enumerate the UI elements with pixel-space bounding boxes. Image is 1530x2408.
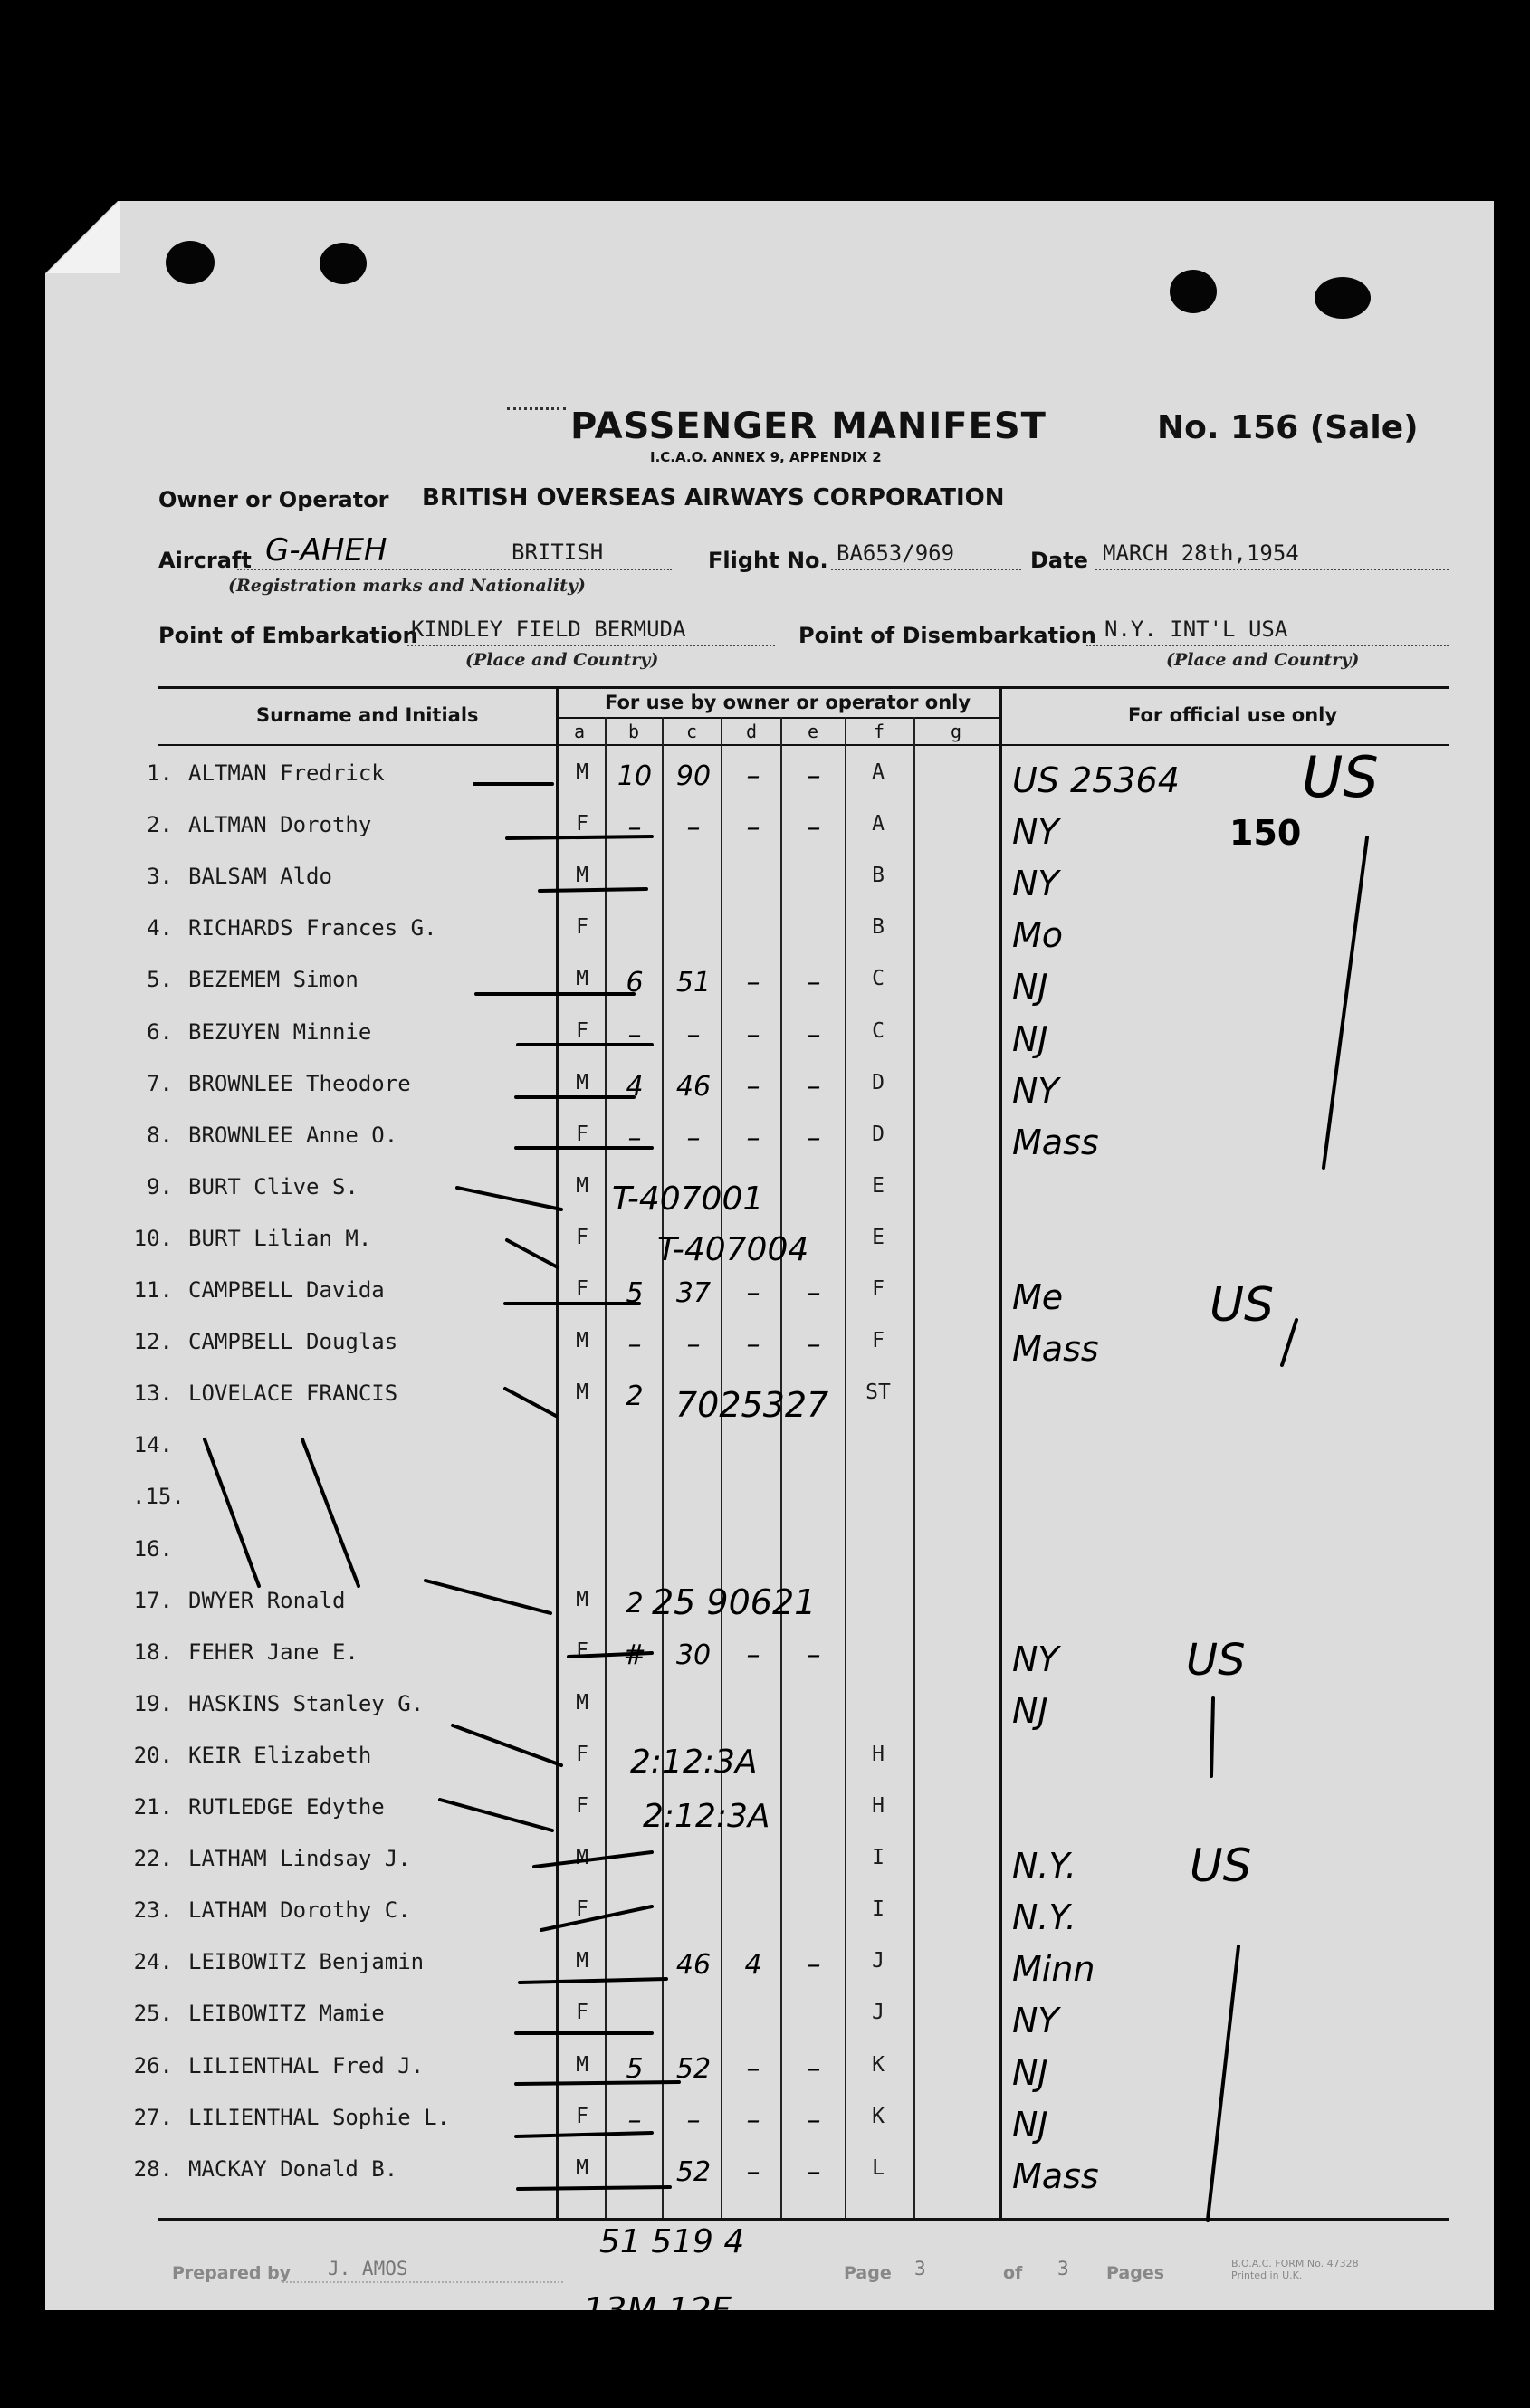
cell-f: L	[872, 2155, 885, 2180]
cell-e: –	[807, 1639, 821, 1671]
prepared-value: J. AMOS	[328, 2258, 408, 2279]
cell-d: –	[746, 1070, 760, 1103]
official-entry: NY	[1012, 812, 1059, 853]
row-number: 27.	[133, 2104, 173, 2130]
col-header-g: g	[951, 721, 962, 742]
aircraft-label: Aircraft	[158, 548, 252, 573]
cell-a: M	[576, 1846, 588, 1870]
cell-a: M	[576, 1070, 588, 1094]
of-label: of	[1003, 2263, 1023, 2283]
official-entry: N.Y.	[1012, 1897, 1076, 1938]
passenger-name: CAMPBELL Douglas	[188, 1329, 398, 1355]
cell-f: H	[872, 1794, 885, 1818]
cell-f: I	[872, 1846, 885, 1870]
cell-b: 10	[617, 760, 653, 792]
cell-d: –	[746, 2155, 760, 2188]
col-header-b: b	[628, 721, 640, 742]
cell-e: –	[807, 1018, 821, 1051]
handwritten-row13-note: 7025327	[675, 1385, 829, 1425]
cell-f: K	[872, 2104, 885, 2128]
cell-f: H	[872, 1742, 885, 1766]
official-entry: Mass	[1012, 2155, 1099, 2196]
cell-f: C	[872, 967, 885, 991]
cell-b: –	[627, 812, 642, 845]
passenger-name: BALSAM Aldo	[188, 864, 332, 890]
cell-a: F	[576, 1225, 588, 1249]
cell-b: 4	[626, 1070, 644, 1103]
cell-b: 6	[626, 967, 644, 999]
official-entry: Mass	[1012, 1329, 1099, 1370]
page-label: Page	[844, 2263, 892, 2283]
bracket-line-3	[1211, 1698, 1213, 1776]
cell-a: M	[576, 760, 588, 784]
official-entry: NJ	[1012, 967, 1048, 1008]
cell-f: A	[872, 812, 885, 836]
official-entry: NJ	[1012, 2104, 1048, 2145]
cell-a: F	[576, 915, 588, 940]
cell-e: –	[807, 1949, 821, 1982]
passenger-name: BURT Clive S.	[188, 1173, 359, 1199]
passenger-name: FEHER Jane E.	[188, 1639, 359, 1665]
cell-b: 5	[626, 1277, 644, 1309]
disembark-value: N.Y. INT'L USA	[1104, 616, 1288, 642]
cell-a: F	[576, 1122, 588, 1146]
strike-row22	[534, 1852, 652, 1867]
strike-row18	[569, 1653, 652, 1657]
cell-f: K	[872, 2052, 885, 2077]
cell-a: F	[576, 812, 588, 836]
row-number: 8.	[147, 1122, 173, 1148]
cell-a: M	[576, 1381, 588, 1405]
disembark-note: (Place and Country)	[1166, 650, 1360, 670]
cell-f: E	[872, 1225, 885, 1249]
owner-value: BRITISH OVERSEAS AIRWAYS CORPORATION	[422, 484, 1005, 511]
col-header-f: f	[874, 721, 885, 742]
passenger-name: LEIBOWITZ Benjamin	[188, 1949, 425, 1975]
row-number: 7.	[147, 1070, 173, 1096]
handwritten-us-11: US	[1210, 1278, 1275, 1333]
row-number: 23.	[133, 1897, 173, 1924]
cell-a: M	[576, 1587, 588, 1611]
cell-e: –	[807, 2052, 821, 2085]
embark-label: Point of Embarkation	[158, 623, 418, 648]
official-entry: Me	[1012, 1277, 1064, 1317]
passenger-name: BEZUYEN Minnie	[188, 1018, 372, 1045]
cell-f: B	[872, 864, 885, 888]
cell-b: 2	[626, 1381, 644, 1413]
date-value: MARCH 28th,1954	[1103, 540, 1299, 566]
arrow-row20	[453, 1725, 561, 1765]
row-number: 3.	[147, 864, 173, 890]
row-number: 21.	[133, 1794, 173, 1820]
arrow-row13	[505, 1389, 556, 1416]
row-number: 18.	[133, 1639, 173, 1665]
cell-a: M	[576, 1173, 588, 1198]
official-entry: Mass	[1012, 1122, 1099, 1162]
arrow-row10	[507, 1240, 558, 1267]
arrow-row9	[457, 1188, 561, 1209]
passenger-name: ALTMAN Dorothy	[188, 812, 372, 838]
cell-d: –	[746, 812, 760, 845]
handwritten-row10-note: T-407004	[657, 1231, 809, 1268]
row-number: 1.	[147, 760, 173, 786]
row-number: 5.	[147, 967, 173, 993]
cell-e: –	[807, 1277, 821, 1309]
row-number: .15.	[132, 1484, 185, 1510]
handwritten-row21-note: 2:12:3A	[643, 1798, 770, 1835]
strike-row28	[518, 2187, 670, 2189]
row-number: 26.	[133, 2052, 173, 2078]
handwritten-us-1: US	[1302, 744, 1379, 810]
cell-c: 37	[675, 1277, 712, 1309]
passenger-name: BROWNLEE Anne O.	[188, 1122, 398, 1148]
cell-e: –	[807, 2104, 821, 2136]
strike-row3	[540, 889, 646, 891]
official-entry: NJ	[1012, 1690, 1048, 1731]
row-number: 14.	[133, 1432, 173, 1458]
row-number: 2.	[147, 812, 173, 838]
cell-c: –	[686, 1329, 701, 1362]
row-number: 10.	[133, 1225, 173, 1251]
slash-14-16-b	[302, 1439, 359, 1586]
official-entry: NY	[1012, 864, 1059, 904]
cell-f: I	[872, 1897, 885, 1922]
cell-d: –	[746, 760, 760, 792]
handwritten-us-22: US	[1190, 1839, 1252, 1892]
row-number: 24.	[133, 1949, 173, 1975]
cell-c: –	[686, 1018, 701, 1051]
row-number: 20.	[133, 1742, 173, 1768]
bracket-line-4	[1208, 1946, 1238, 2220]
cell-e: –	[807, 1122, 821, 1154]
passenger-name: CAMPBELL Davida	[188, 1277, 385, 1303]
passenger-name: LILIENTHAL Fred J.	[188, 2052, 425, 2078]
pages-label: Pages	[1106, 2263, 1165, 2283]
passenger-name: DWYER Ronald	[188, 1587, 346, 1613]
official-entry: N.Y.	[1012, 1846, 1076, 1887]
official-entry: US 25364	[1012, 760, 1180, 800]
page-value: 3	[914, 2258, 926, 2279]
cell-d: –	[746, 1277, 760, 1309]
page-title: PASSENGER MANIFEST	[570, 406, 1047, 447]
strike-row23	[541, 1906, 652, 1930]
col-header-a: a	[574, 721, 586, 742]
passenger-name: LOVELACE FRANCIS	[188, 1381, 398, 1407]
passenger-name: HASKINS Stanley G.	[188, 1690, 425, 1716]
strike-row2	[507, 836, 652, 838]
cell-e: –	[807, 1070, 821, 1103]
owner-label: Owner or Operator	[158, 487, 389, 512]
passenger-name: LATHAM Dorothy C.	[188, 1897, 411, 1924]
cell-b: 5	[626, 2052, 644, 2085]
row-number: 9.	[147, 1173, 173, 1199]
surname-header: Surname and Initials	[256, 704, 479, 726]
passenger-name: KEIR Elizabeth	[188, 1742, 372, 1768]
cell-e: –	[807, 760, 821, 792]
cell-a: M	[576, 967, 588, 991]
cell-c: 52	[675, 2155, 712, 2188]
date-label: Date	[1030, 548, 1088, 573]
passenger-name: RICHARDS Frances G.	[188, 915, 437, 941]
row-number: 22.	[133, 1846, 173, 1872]
arrow-row17	[426, 1581, 550, 1613]
handwritten-us-18: US	[1186, 1635, 1246, 1686]
cell-f: J	[872, 1949, 885, 1973]
row-number: 13.	[133, 1381, 173, 1407]
of-value: 3	[1057, 2258, 1069, 2279]
cell-a: F	[576, 1018, 588, 1043]
form-line-2: Printed in U.K.	[1231, 2269, 1303, 2281]
cell-f: D	[872, 1070, 885, 1094]
cell-f: J	[872, 2001, 885, 2025]
strike-row24	[520, 1979, 666, 1983]
cell-c: 46	[675, 1949, 712, 1982]
strike-row27	[516, 2133, 652, 2136]
handwritten-mf-count: 13M 12F	[583, 2290, 732, 2330]
cell-a: M	[576, 864, 588, 888]
cell-b: –	[627, 2104, 642, 2136]
prepared-underline	[282, 2281, 563, 2283]
cell-f: A	[872, 760, 885, 784]
aircraft-registration: G-AHEH	[265, 532, 387, 569]
row-number: 28.	[133, 2155, 173, 2182]
passenger-name: RUTLEDGE Edythe	[188, 1794, 385, 1820]
cell-d: –	[746, 1639, 760, 1671]
passenger-name: BROWNLEE Theodore	[188, 1070, 411, 1096]
official-entry: Mo	[1012, 915, 1064, 956]
row-number: 17.	[133, 1587, 173, 1613]
cell-e: –	[807, 2155, 821, 2188]
passenger-name: LEIBOWITZ Mamie	[188, 2001, 385, 2027]
cell-f: E	[872, 1173, 885, 1198]
passenger-name: MACKAY Donald B.	[188, 2155, 398, 2182]
page-subtitle: I.C.A.O. ANNEX 9, APPENDIX 2	[650, 449, 882, 465]
form-number	[1231, 2258, 1359, 2281]
cell-c: –	[686, 1122, 701, 1154]
cell-f: ST	[865, 1381, 891, 1405]
manifest-number: No. 156 (Sale)	[1157, 409, 1419, 446]
handwritten-row9-note: T-407001	[612, 1180, 764, 1218]
cell-d: –	[746, 967, 760, 999]
cell-a: M	[576, 2052, 588, 2077]
cell-a: F	[576, 1794, 588, 1818]
cell-f: D	[872, 1122, 885, 1146]
bracket-line-2	[1282, 1320, 1296, 1365]
cell-d: –	[746, 1018, 760, 1051]
cell-b: –	[627, 1122, 642, 1154]
cell-c: 51	[675, 967, 712, 999]
cell-a: F	[576, 2104, 588, 2128]
cell-b: –	[627, 1329, 642, 1362]
handwritten-row17-note: 25 90621	[652, 1582, 817, 1622]
cell-f: F	[872, 1277, 885, 1301]
passenger-name: LILIENTHAL Sophie L.	[188, 2104, 450, 2130]
form-line-1: B.O.A.C. FORM No. 47328	[1231, 2258, 1359, 2269]
cell-c: –	[686, 2104, 701, 2136]
col-header-c: c	[686, 721, 698, 742]
official-entry: NY	[1012, 2001, 1059, 2041]
passenger-name: ALTMAN Fredrick	[188, 760, 385, 786]
handwritten-row20-note: 2:12:3A	[630, 1744, 758, 1781]
operator-header: For use by owner or operator only	[605, 692, 971, 713]
cell-a: M	[576, 1329, 588, 1353]
slash-14-16-a	[205, 1439, 259, 1586]
cell-d: –	[746, 1329, 760, 1362]
row-number: 16.	[133, 1535, 173, 1562]
official-entry: NJ	[1012, 2052, 1048, 2093]
cell-d: –	[746, 2104, 760, 2136]
cell-b: 2	[626, 1587, 644, 1620]
cell-e: –	[807, 1329, 821, 1362]
arrow-row21	[440, 1800, 552, 1830]
bracket-line-1	[1324, 837, 1367, 1168]
handwritten-weight-totals: 51 519 4	[599, 2223, 745, 2260]
official-entry: NY	[1012, 1070, 1059, 1111]
flight-value: BA653/969	[837, 540, 955, 566]
cell-a: M	[576, 2155, 588, 2180]
official-header: For official use only	[1128, 704, 1338, 726]
row-number: 12.	[133, 1329, 173, 1355]
cell-a: F	[576, 1639, 588, 1663]
col-header-d: d	[746, 721, 758, 742]
embark-note: (Place and Country)	[465, 650, 659, 670]
passenger-name: BEZEMEM Simon	[188, 967, 359, 993]
embark-value: KINDLEY FIELD BERMUDA	[411, 616, 686, 642]
disembark-label: Point of Disembarkation	[798, 623, 1096, 648]
row-number: 11.	[133, 1277, 173, 1303]
cell-c: 90	[675, 760, 712, 792]
row-number: 25.	[133, 2001, 173, 2027]
cell-a: M	[576, 1949, 588, 1973]
passenger-name: LATHAM Lindsay J.	[188, 1846, 411, 1872]
cell-f: B	[872, 915, 885, 940]
passenger-name: BURT Lilian M.	[188, 1225, 372, 1251]
handwritten-count: 150	[1229, 813, 1302, 853]
row-number: 19.	[133, 1690, 173, 1716]
cell-d: –	[746, 1122, 760, 1154]
strike-row26	[516, 2082, 679, 2084]
cell-f: F	[872, 1329, 885, 1353]
flight-label: Flight No.	[708, 548, 828, 573]
cell-c: 52	[675, 2052, 712, 2085]
col-header-e: e	[808, 721, 819, 742]
cell-e: –	[807, 967, 821, 999]
cell-f: C	[872, 1018, 885, 1043]
cell-c: –	[686, 812, 701, 845]
official-entry: NY	[1012, 1639, 1059, 1679]
cell-e: –	[807, 812, 821, 845]
cell-d: –	[746, 2052, 760, 2085]
aircraft-note: (Registration marks and Nationality)	[228, 576, 586, 596]
cell-c: 46	[675, 1070, 712, 1103]
cell-a: F	[576, 1277, 588, 1301]
cell-a: F	[576, 1897, 588, 1922]
cell-a: F	[576, 2001, 588, 2025]
official-entry: NJ	[1012, 1018, 1048, 1059]
row-number: 6.	[147, 1018, 173, 1045]
cell-c: 30	[675, 1639, 712, 1671]
aircraft-nationality: BRITISH	[512, 540, 604, 565]
cell-a: M	[576, 1690, 588, 1715]
cell-d: 4	[744, 1949, 762, 1982]
cell-b: #	[623, 1639, 646, 1671]
cell-a: F	[576, 1742, 588, 1766]
row-number: 4.	[147, 915, 173, 941]
official-entry: Minn	[1012, 1949, 1095, 1990]
prepared-label: Prepared by	[172, 2263, 292, 2283]
cell-b: –	[627, 1018, 642, 1051]
